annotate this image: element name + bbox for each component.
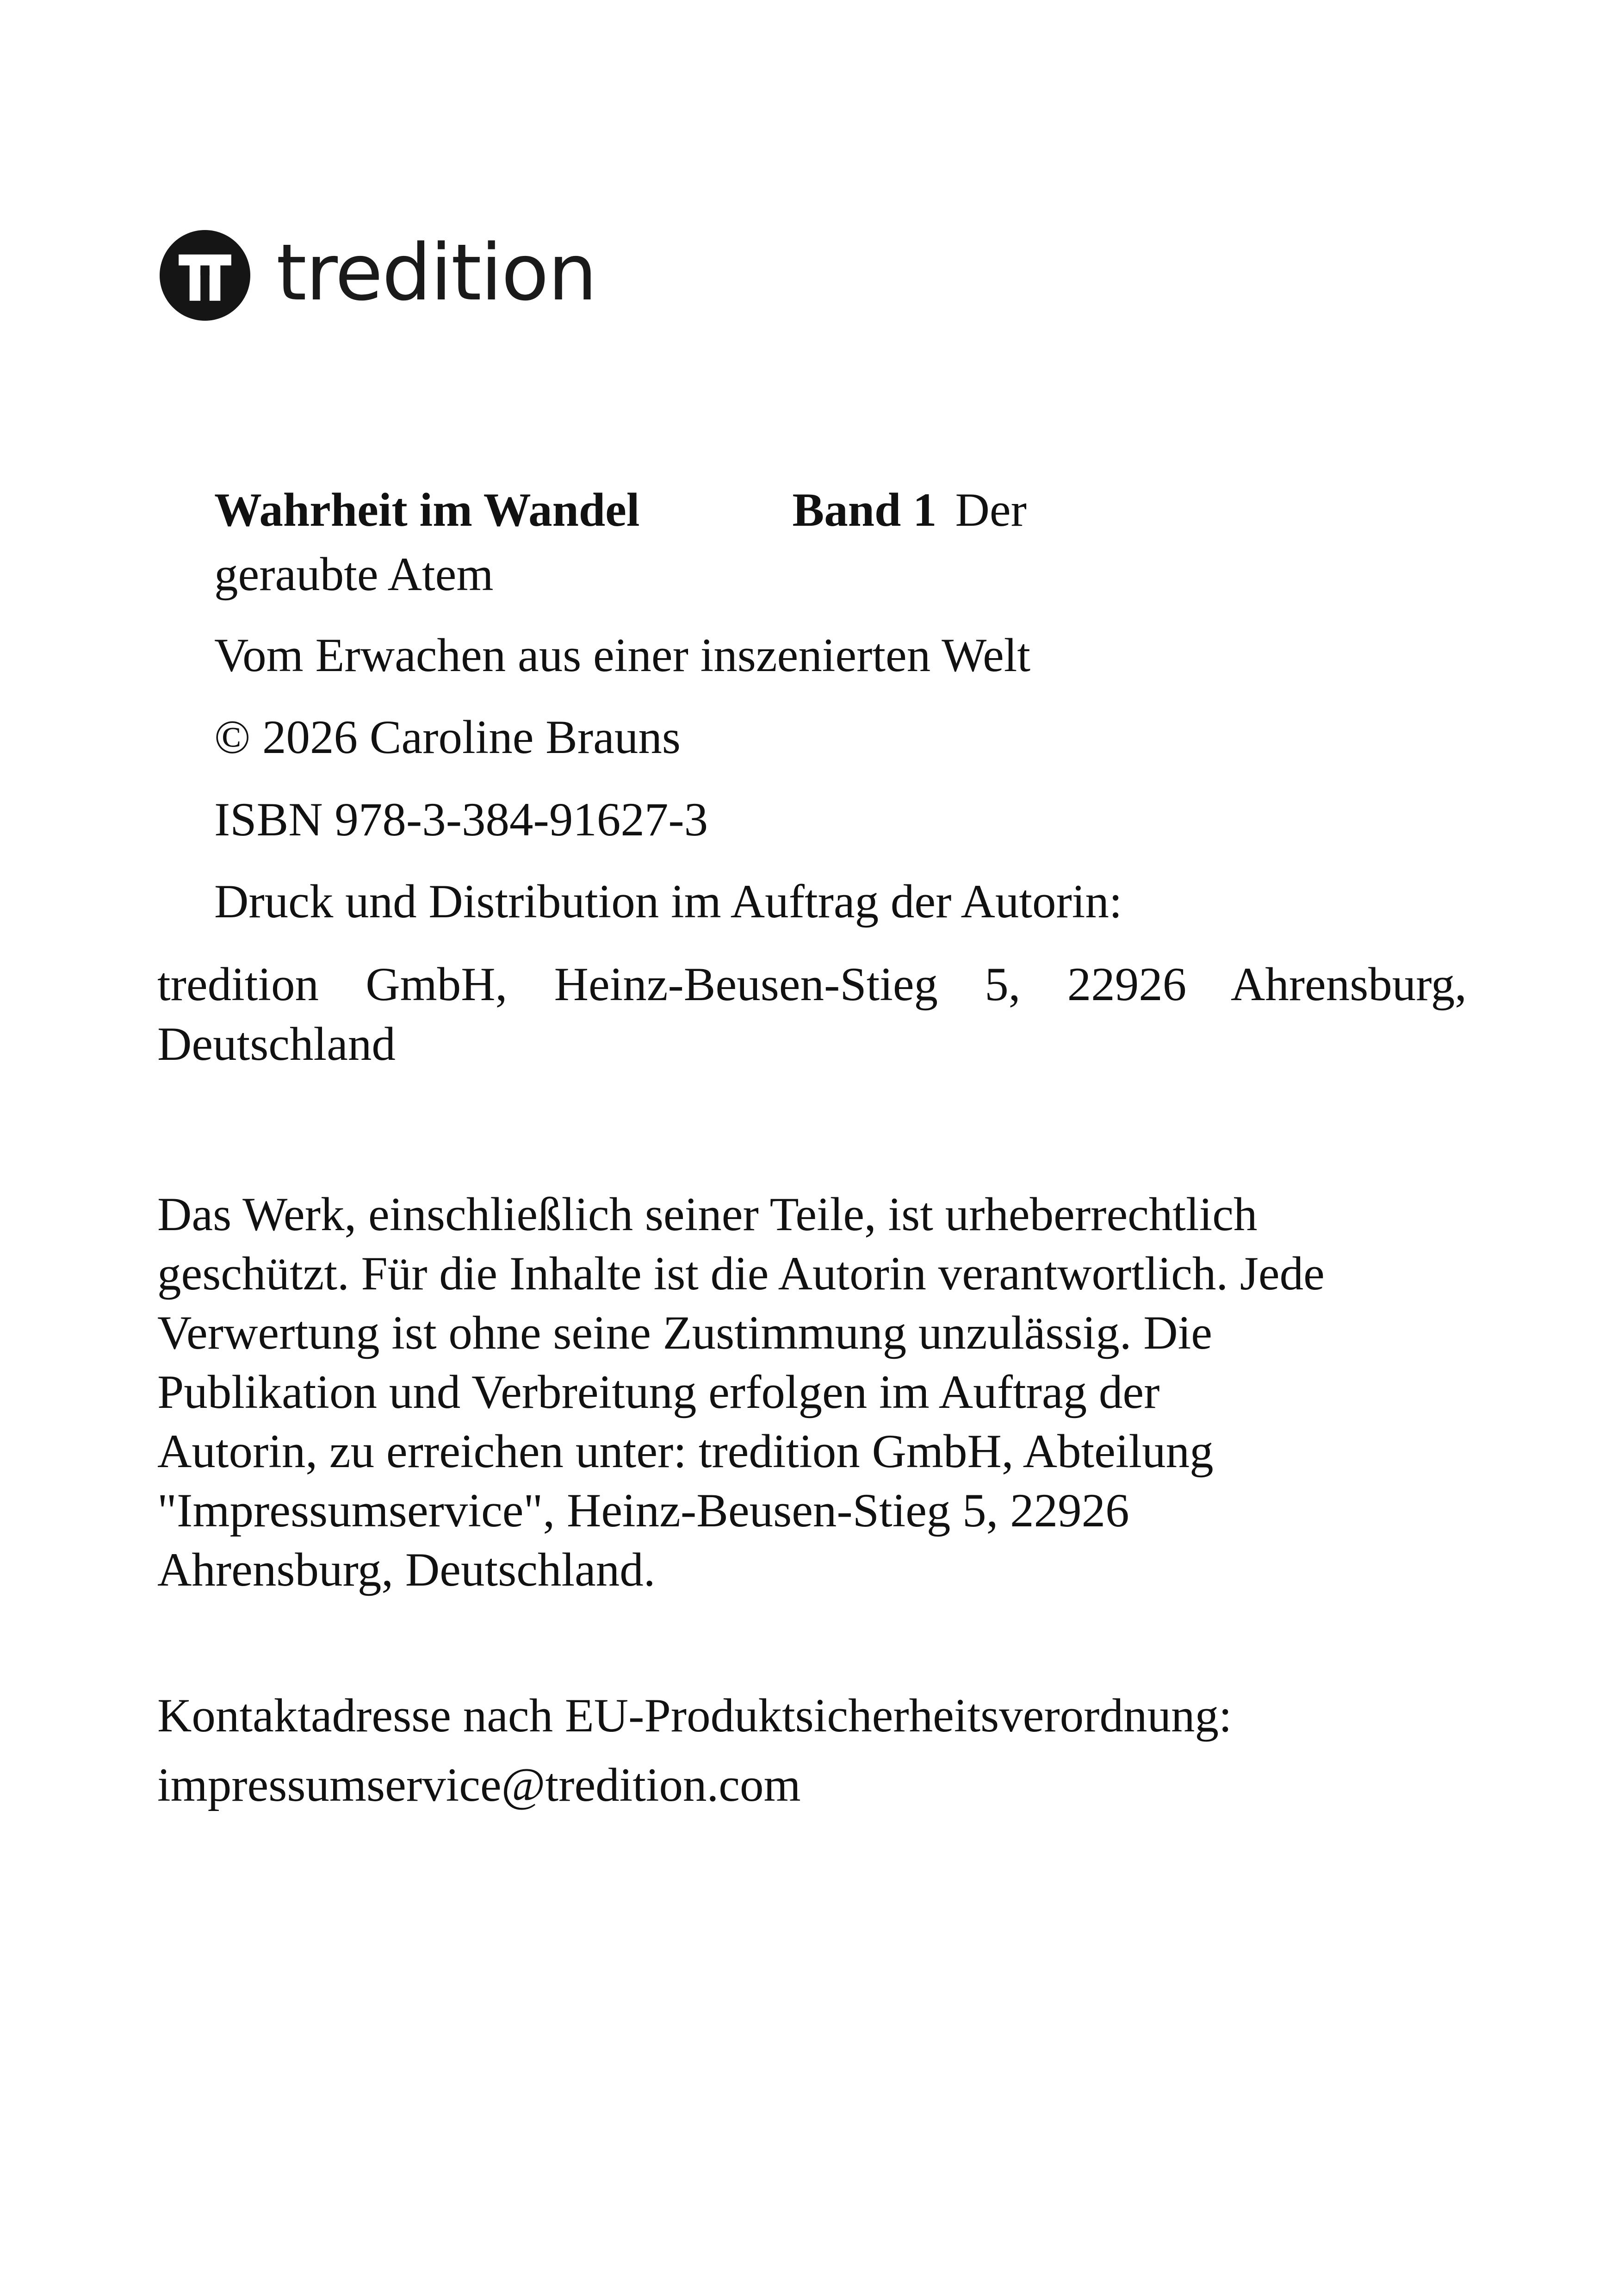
distribution-intro: Druck und Distribution im Auftrag der Autorin: (214, 875, 1122, 928)
subtitle-start: Der (955, 484, 1027, 536)
copyright-notice: © 2026 Caroline Brauns (214, 711, 681, 764)
tagline: Vom Erwachen aus einer inszenierten Welt (214, 629, 1031, 682)
book-title-row (214, 482, 1027, 539)
isbn: ISBN 978-3-384-91627-3 (214, 793, 708, 846)
publisher-logo (160, 229, 596, 322)
legal-notice-line: Publikation und Verbreitung erfolgen im Auftrag der (157, 1366, 1160, 1419)
contact-email: impressumservice@tredition.com (157, 1759, 801, 1811)
contact-block (157, 1681, 1232, 1820)
legal-notice-line: "Impressumservice", Heinz-Beusen-Stieg 5, 22926 (157, 1484, 1129, 1537)
legal-notice (157, 1185, 1325, 1599)
publisher-name: tredition (276, 227, 596, 318)
legal-notice-line: Das Werk, einschließlich seiner Teile, ist urheberrechtlich (157, 1188, 1258, 1241)
distribution-address-line-2: Deutschland (157, 1018, 396, 1070)
legal-notice-line: Verwertung ist ohne seine Zustimmung unzulässig. Die (157, 1307, 1212, 1359)
distribution-address-line-1: tredition GmbH, Heinz-Beusen-Stieg 5, 22926 Ahrensburg, (157, 958, 1467, 1011)
tredition-logo-icon (160, 230, 250, 321)
legal-notice-line: Autorin, zu erreichen unter: tredition GmbH, Abteilung (157, 1425, 1214, 1478)
book-title: Wahrheit im Wandel (214, 484, 640, 536)
subtitle-end: geraubte Atem (214, 548, 494, 601)
contact-label: Kontaktadresse nach EU-Produktsicherheitsverordnung: (157, 1689, 1232, 1742)
legal-notice-line: geschützt. Für die Inhalte ist die Autorin verantwortlich. Jede (157, 1247, 1325, 1300)
legal-notice-line: Ahrensburg, Deutschland. (157, 1543, 656, 1596)
volume-label: Band 1 (792, 484, 937, 536)
